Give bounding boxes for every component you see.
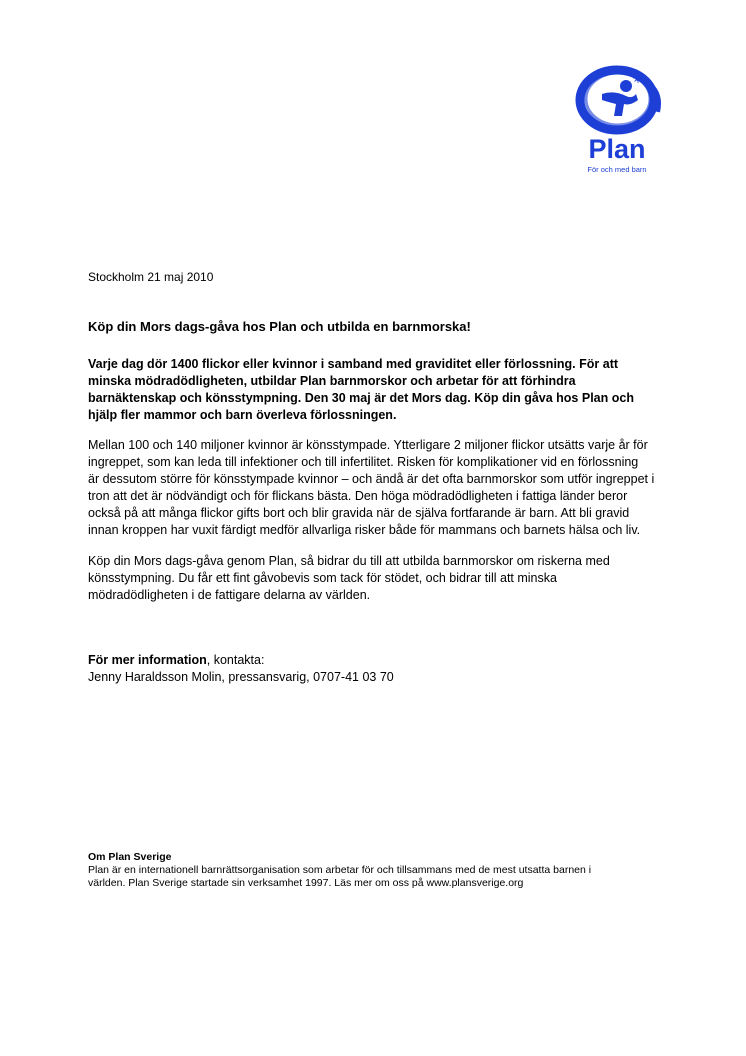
plan-logo-emblem-icon [574, 64, 666, 136]
about-line: världen. Plan Sverige startade sin verksamhet 1997. Läs mer om oss på www.plansverige.org [88, 877, 524, 889]
paragraph-line: också på att många flickor gifts bort och blir gravida när de själva fortfarande är barn. Att bli gravid [88, 506, 630, 520]
lead-line: hjälp fler mammor och barn överleva förlossningen. [88, 408, 397, 422]
contact-person: Jenny Haraldsson Molin, pressansvarig, 0707-41 03 70 [88, 670, 394, 684]
contact-label: För mer information [88, 653, 207, 667]
about-title: Om Plan Sverige [88, 851, 172, 863]
paragraph-line: tron att det är nödvändigt och för flickans bästa. Den höga mödradödligheten i fattiga länder beror [88, 489, 628, 503]
lead-line: minska mödradödligheten, utbildar Plan barnmorskor och arbetar för att förhindra [88, 374, 576, 388]
paragraph-line: är dessutom större för könsstympade kvinnor – och ändå är det ofta barnmorskor som utför ingreppet i [88, 472, 655, 486]
lead-paragraph [88, 356, 648, 424]
date-line: Stockholm 21 maj 2010 [88, 270, 214, 284]
paragraph-line: Köp din Mors dags-gåva genom Plan, så bidrar du till att utbilda barnmorskor om riskerna med [88, 554, 610, 568]
contact-heading-line [88, 652, 394, 669]
paragraph-line: ingreppet, som kan leda till infektioner och till infertilitet. Risken för komplikationer vid en förlossning [88, 455, 639, 469]
paragraph-line: innan kroppen har vuxit färdigt medför allvarliga risker både för mammans och barnets hälsa och liv. [88, 523, 641, 537]
lead-line: Varje dag dör 1400 flickor eller kvinnor i samband med graviditet eller förlossning. För att [88, 357, 619, 371]
logo-tagline: För och med barn [587, 165, 647, 174]
paragraph-line: könsstympning. Du får ett fint gåvobevis som tack för stödet, och bidrar till att minska [88, 571, 557, 585]
paragraph-line: mödradödligheten i de fattigare delarna av världen. [88, 588, 371, 602]
body-paragraph-2 [88, 553, 648, 604]
about-line: Plan är en internationell barnrättsorganisation som arbetar för och tillsammans med de mest utsatta barnen i [88, 864, 592, 876]
page-title: Köp din Mors dags-gåva hos Plan och utbilda en barnmorska! [88, 319, 471, 334]
paragraph-line: Mellan 100 och 140 miljoner kvinnor är könsstympade. Ytterligare 2 miljoner flickor utsätts varje år för [88, 438, 648, 452]
logo-wordmark: Plan [588, 134, 646, 164]
plan-logo [574, 64, 666, 178]
body-paragraph-1 [88, 437, 655, 539]
contact-block [88, 652, 394, 686]
lead-line: barnäktenskap och könsstympning. Den 30 maj är det Mors dag. Köp din gåva hos Plan och [88, 391, 634, 405]
contact-suffix: , kontakta: [206, 653, 265, 667]
about-section [88, 851, 648, 890]
